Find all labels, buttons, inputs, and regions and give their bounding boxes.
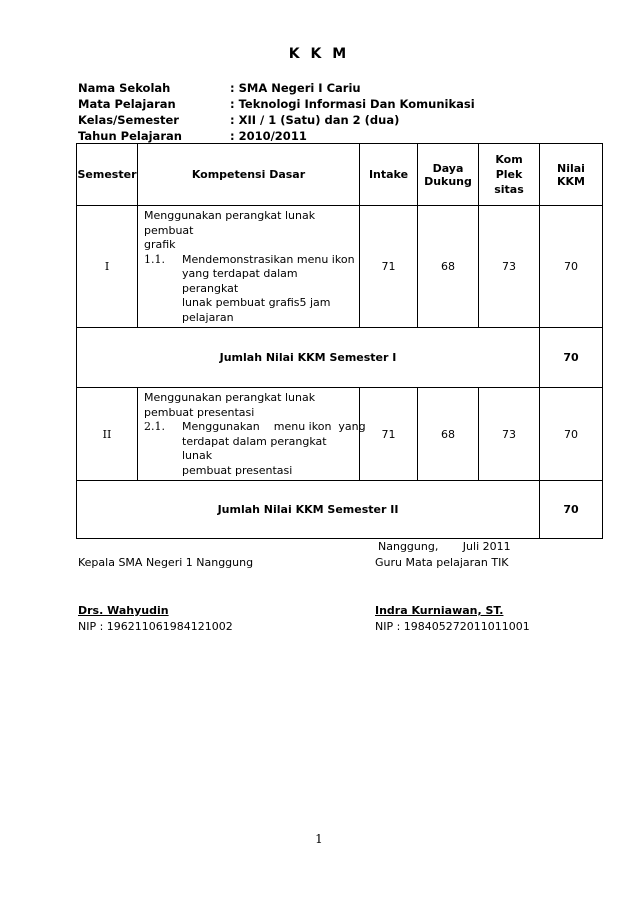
total-row (77, 328, 603, 388)
table-row (77, 206, 603, 328)
total-row (77, 481, 603, 539)
right-signer-nip: NIP : 198405272011011001 (375, 620, 530, 633)
info-label: Tahun Pelajaran (78, 129, 182, 143)
header-semester: Semester (77, 144, 138, 206)
header-line: KKM (557, 174, 585, 188)
kd-sub-line: Menggunakan menu ikon yang (182, 420, 366, 433)
info-row-year (78, 128, 475, 144)
daya-dukung-cell: 68 (418, 206, 479, 328)
header-kompleksitas (479, 144, 540, 206)
kd-main-line: Menggunakan perangkat lunak pembuat (144, 209, 316, 237)
page-number: 1 (315, 832, 323, 846)
table-header-row (77, 144, 603, 206)
left-signer-nip: NIP : 196211061984121002 (78, 620, 233, 633)
kd-sub-line: pembuat presentasi (182, 463, 293, 477)
kompetensi-dasar-cell (138, 206, 360, 328)
kompetensi-dasar-cell (138, 388, 366, 481)
total-label: Jumlah Nilai KKM Semester I (77, 328, 540, 388)
kd-sub-item (144, 253, 355, 268)
header-line: Nilai (557, 161, 585, 175)
kkm-table (76, 143, 603, 539)
signature-date: Nanggung, Juli 2011 (378, 540, 511, 553)
header-line: sitas (494, 183, 524, 196)
total-value: 70 (540, 328, 603, 388)
daya-dukung-cell: 68 (418, 388, 479, 481)
info-row-class (78, 112, 475, 128)
info-label: Nama Sekolah (78, 81, 171, 95)
header-line: Kom (495, 153, 523, 166)
kd-sub-line: lunak pembuat grafis5 jam (182, 296, 331, 309)
total-label: Jumlah Nilai KKM Semester II (77, 481, 540, 539)
header-nilai-kkm (540, 144, 603, 206)
info-value: : XII / 1 (Satu) dan 2 (dua) (230, 113, 400, 127)
school-info (78, 80, 475, 144)
kompleksitas-cell: 73 (479, 206, 540, 328)
semester-cell: I (77, 206, 138, 328)
info-value: : SMA Negeri I Cariu (230, 81, 361, 95)
info-label: Mata Pelajaran (78, 97, 176, 111)
kd-main-line: Menggunakan perangkat lunak (144, 391, 316, 404)
nilai-kkm-cell: 70 (540, 206, 603, 328)
kd-main-line: pembuat presentasi (144, 405, 255, 419)
nilai-kkm-cell: 70 (540, 388, 603, 481)
kd-sub-number: 1.1. (144, 252, 165, 266)
info-label: Kelas/Semester (78, 113, 179, 127)
header-line: Plek (495, 168, 523, 181)
intake-cell: 71 (360, 388, 418, 481)
semester-cell: II (77, 388, 138, 481)
kd-sub-line: Mendemonstrasikan menu ikon (182, 252, 355, 266)
kompleksitas-cell: 73 (479, 388, 540, 481)
kd-sub-line: pelajaran (182, 310, 234, 324)
header-kompetensi-dasar: Kompetensi Dasar (138, 144, 360, 206)
left-signer-title: Kepala SMA Negeri 1 Nanggung (78, 556, 254, 569)
intake-cell: 71 (360, 206, 418, 328)
right-signer-name: Indra Kurniawan, ST. (375, 604, 504, 617)
left-signer-name: Drs. Wahyudin (78, 604, 169, 617)
table-row (77, 388, 603, 481)
info-row-subject (78, 96, 475, 112)
header-intake: Intake (360, 144, 418, 206)
header-daya-dukung (418, 144, 479, 206)
info-value: : Teknologi Informasi Dan Komunikasi (230, 97, 475, 111)
kd-sub-line: yang terdapat dalam perangkat (182, 267, 298, 295)
document-title: K K M (288, 46, 350, 62)
kd-sub-number: 2.1. (144, 420, 165, 433)
header-line: Dukung (424, 174, 472, 188)
right-signer-title: Guru Mata pelajaran TIK (375, 556, 509, 569)
info-row-school (78, 80, 475, 96)
kd-sub-item (144, 420, 366, 435)
info-value: : 2010/2011 (230, 129, 307, 143)
kd-main-line: grafik (144, 238, 176, 251)
header-line: Daya (432, 161, 464, 175)
kd-sub-line: terdapat dalam perangkat lunak (182, 434, 327, 462)
total-value: 70 (540, 481, 603, 539)
